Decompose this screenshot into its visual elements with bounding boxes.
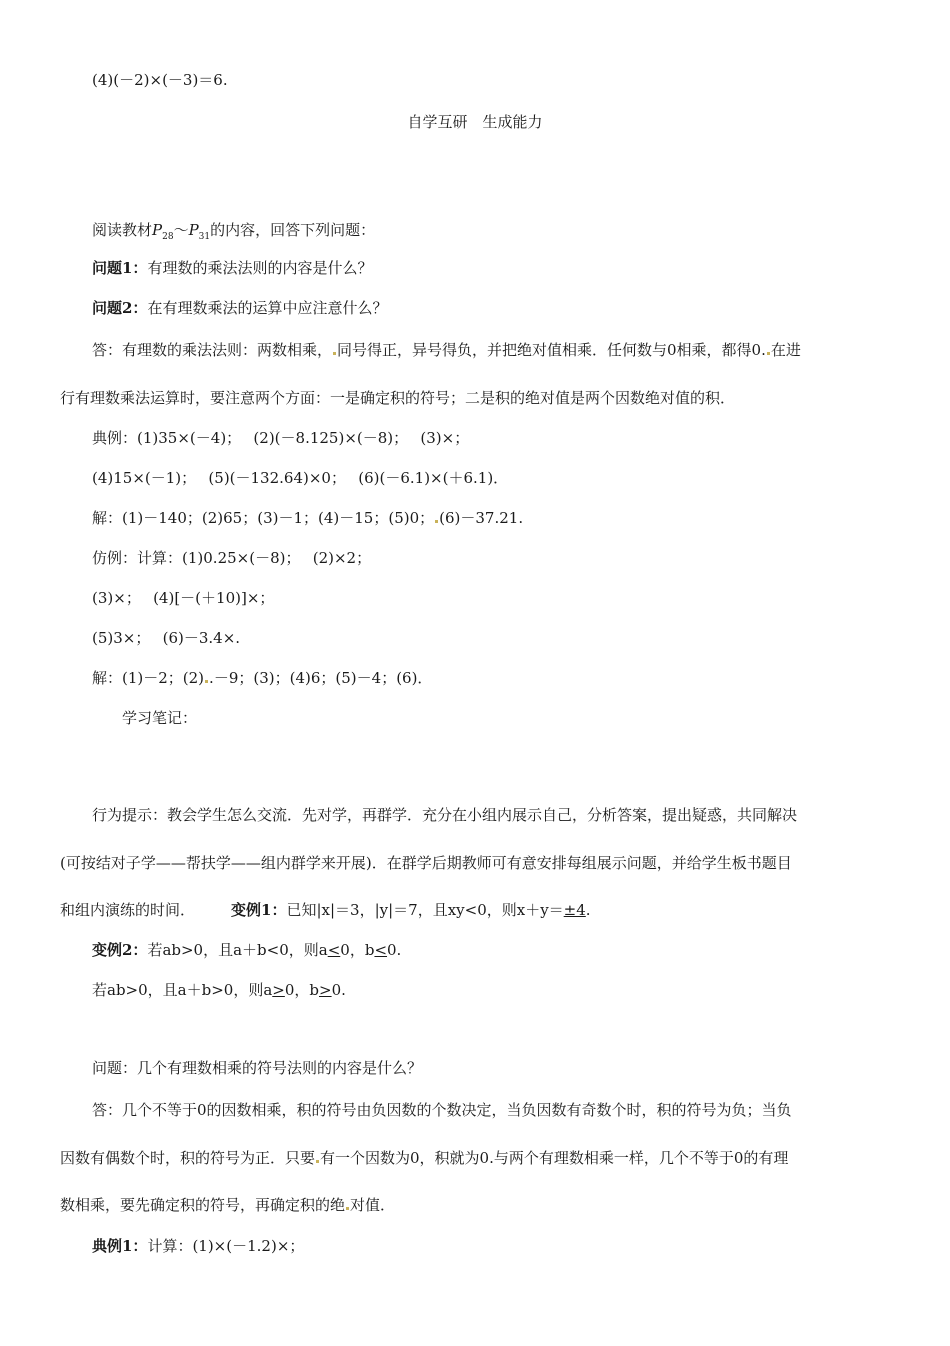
text-line [92,70,228,90]
page-ref-number: 31 [198,232,211,242]
variant-text: 已知|x|＝3，|y|＝7，且xy<0，则x＋y＝ [286,901,564,919]
solution-text: 解：(1)－2；(2) [92,669,205,687]
question-text: 问题：几个有理数相乘的符号法则的内容是什么？ [92,1059,423,1077]
example-line-1 [92,428,469,448]
behavior-hint-2 [60,853,792,873]
solution-text: 解：(1)－140；(2)65；(3)－1；(4)－15；(5)0； [92,509,435,527]
solution-text: (6)－37.21. [439,509,524,527]
question-2 [92,298,387,318]
imitation-line-3 [92,628,240,648]
variant-text: 若ab>0，且a＋b>0，则a [92,981,273,999]
period: . [585,901,591,919]
answer-text: 数相乘，要先确定积的符号，再确定积的绝 [60,1196,346,1214]
imitation-line-1 [92,548,371,568]
dot-mark [346,1207,349,1210]
variant-text: 0. [331,981,346,999]
example-2 [92,1236,304,1256]
variant-text: 若ab>0，且a＋b<0，则a [147,941,328,959]
answer-text: 有一个因数为0，积就为0.与两个有理数相乘一样，几个不等于0的有理 [320,1149,789,1167]
variant-label: 变例1： [231,901,287,919]
hint-text: 和组内演练的时间． [60,901,196,919]
behavior-hint-1 [92,805,797,825]
behavior-hint-3 [60,900,591,920]
dot-mark [205,680,208,683]
page-ref-number: 28 [162,232,174,242]
answer-2 [92,1100,792,1120]
question-text: 在有理数乘法的运算中应注意什么？ [147,299,388,317]
answer-2-continued [60,1148,788,1168]
answer-text: 因数有偶数个时，积的符号为正．只要 [60,1149,316,1167]
question-label: 问题1： [92,259,148,277]
reading-instruction [92,220,375,247]
answer-1 [92,340,801,360]
dot-mark [435,520,438,523]
section-title-text: 自学互研 生成能力 [407,113,543,131]
variant-answer: > [319,981,332,999]
example-text: (1)35×(－4)； (2)(－8.125)×(－8)； (3)×； [137,429,470,447]
variant-text: 0. [387,941,402,959]
page-ref: P [152,221,163,239]
variant-2 [92,940,401,960]
answer-text: 对值． [350,1196,396,1214]
instruction-text: 的内容，回答下列问题： [210,221,376,239]
expression-text: (4)(－2)×(－3)＝6. [92,71,228,89]
answer-text: 答：有理数的乘法法则：两数相乘， [92,341,333,359]
variant-3 [92,980,346,1000]
solution-2 [92,668,432,688]
example-label: 典例： [92,429,138,447]
dot-mark [333,352,336,355]
question-text: 有理数的乘法法则的内容是什么？ [147,259,373,277]
imitation-line-2 [92,588,274,608]
dot-mark [316,1160,319,1163]
variant-text: 0，b [340,941,375,959]
hint-text: 行为提示：教会学生怎么交流．先对学，再群学．充分在小组内展示自己，分析答案，提出疑惑，共同解决 [92,806,798,824]
variant-answer: < [327,941,341,959]
study-notes-heading [122,708,197,728]
variant-answer: ±4 [563,901,586,919]
question-label: 问题2： [92,299,148,317]
answer-text: 同号得正，异号得负，并把绝对值相乘．任何数与0相乘，都得0. [337,341,766,359]
dot-mark [767,352,770,355]
question-3 [92,1058,422,1078]
imitation-text: (3)×； (4)[－(＋10)]×； [92,589,275,607]
imitation-text: (1)0.25×(－8)； (2)×2； [182,549,372,567]
variant-answer: > [272,981,285,999]
example-line-2 [92,468,508,488]
hint-text: (可按结对子学——帮扶学——组内群学来开展)．在群学后期教师可有意安排每组展示问题，并给学生板书题目 [60,854,792,872]
notes-label: 学习笔记： [122,709,198,727]
example-label: 典例1： [92,1237,148,1255]
variant-answer: < [374,941,388,959]
page-ref: P [188,221,199,239]
question-1 [92,258,372,278]
tilde: ～ [173,221,189,239]
imitation-text: (5)3×； (6)－3.4×. [92,629,241,647]
answer-text: 答：几个不等于0的因数相乘，积的符号由负因数的个数决定，当负因数有奇数个时，积的符号为负；当负 [92,1101,792,1119]
answer-1-continued [60,388,735,408]
example-text: 计算：(1)×(－1.2)×； [147,1237,305,1255]
answer-2-continued [60,1195,395,1215]
imitation-label: 仿例：计算： [92,549,183,567]
instruction-text: 阅读教材 [92,221,153,239]
example-text: (4)15×(－1)； (5)(－132.64)×0； (6)(－6.1)×(＋6.1)． [92,469,509,487]
solution-text: .－9；(3)；(4)6；(5)－4；(6)． [209,669,433,687]
section-title [0,112,950,132]
variant-text: 0，b [284,981,319,999]
solution-1 [92,508,523,528]
answer-text: 在进 [770,341,801,359]
variant-label: 变例2： [92,941,148,959]
answer-text: 行有理数乘法运算时，要注意两个方面：一是确定积的符号；二是积的绝对值是两个因数绝对值的积． [60,389,736,407]
